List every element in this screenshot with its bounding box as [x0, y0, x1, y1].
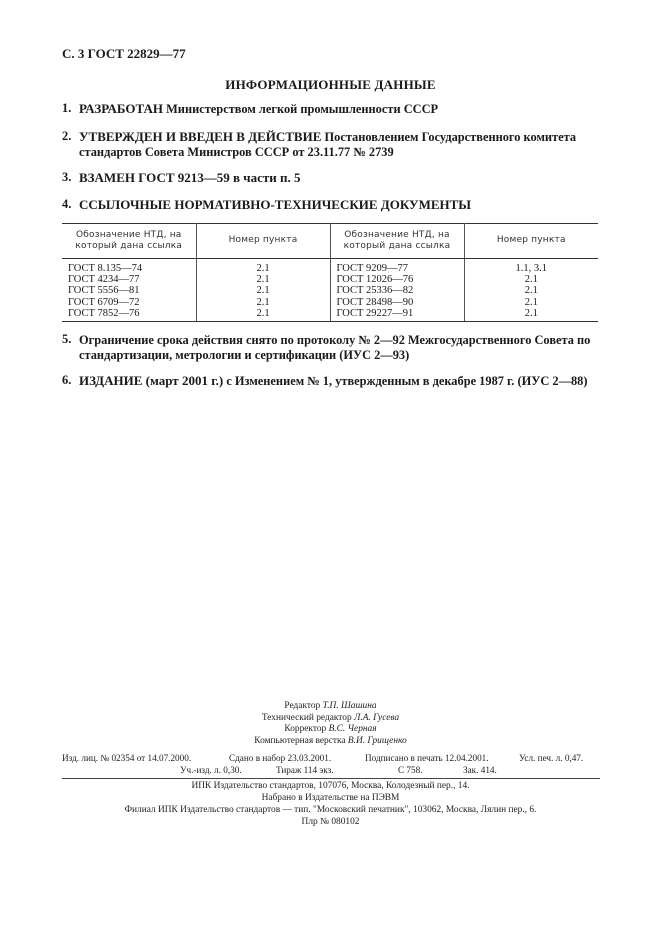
- section-title: ИНФОРМАЦИОННЫЕ ДАННЫЕ: [225, 77, 436, 92]
- imprint-divider: [62, 778, 600, 779]
- imprint-branch: Филиал ИПК Издательство стандартов — тип. "Московский печатник", 103062, Москва, Лялин пер., 6.: [124, 805, 537, 815]
- credit-label: Компьютерная верстка: [254, 736, 348, 746]
- clause-cell: 2.1: [524, 274, 538, 286]
- doc-cell: ГОСТ 6709—72: [62, 297, 196, 308]
- clause-cell: 2.1: [524, 296, 538, 308]
- references-table: [62, 223, 598, 322]
- imprint-print-sheets: Усл. печ. л. 0,47.: [519, 753, 584, 763]
- clause-cell: 2.1: [464, 308, 598, 322]
- info-item-1: [62, 101, 600, 117]
- imprint-publisher: ИПК Издательство стандартов, 107076, Москва, Колодезный пер., 14.: [191, 781, 470, 791]
- item-number: 1.: [62, 101, 72, 115]
- item-heading: ИЗДАНИЕ (март 2001 г.): [79, 373, 224, 388]
- item-heading: УТВЕРЖДЕН И ВВЕДЕН В ДЕЙСТВИЕ: [79, 129, 322, 144]
- doc-cell: ГОСТ 7852—76: [62, 308, 196, 322]
- col-header-clause: Номер пункта: [196, 224, 330, 259]
- info-item-5: [62, 332, 600, 363]
- table-row: [62, 308, 598, 322]
- clause-cell: 2.1: [196, 297, 330, 308]
- doc-cell: ГОСТ 9209—77: [330, 259, 464, 275]
- info-item-3: [62, 170, 600, 186]
- credit-name: Л.А. Гусева: [354, 713, 400, 723]
- credit-name: В.И. Грищенко: [347, 736, 407, 746]
- credit-tech-editor: [0, 713, 661, 723]
- item-text: Министерством легкой промышленности СССР: [163, 102, 439, 116]
- item-number: 2.: [62, 129, 72, 143]
- info-item-4: [62, 197, 600, 213]
- page-header: С. 3 ГОСТ 22829—77: [62, 46, 186, 61]
- item-heading: РАЗРАБОТАН: [79, 101, 164, 116]
- credit-name: В.С. Черная: [328, 724, 377, 734]
- item-number: 3.: [62, 170, 72, 184]
- clause-cell: 1.1, 3.1: [515, 263, 547, 274]
- imprint-code: С 758.: [398, 765, 423, 775]
- clause-cell: 2.1: [196, 274, 330, 285]
- item-text: Ограничение срока действия снято по протоколу № 2—92 Межгосударственного Совета по стандартизации, метрологии и сертификации (ИУС 2—93): [79, 333, 591, 362]
- doc-cell: ГОСТ 28498—90: [330, 297, 464, 308]
- doc-cell: ГОСТ 5556—81: [62, 285, 196, 296]
- item-number: 5.: [62, 332, 72, 346]
- credit-layout: [0, 736, 661, 746]
- imprint-order: Зак. 414.: [463, 765, 497, 775]
- credit-corrector: [0, 724, 661, 734]
- clause-cell: 2.1: [524, 285, 538, 297]
- clause-cell: 2.1: [196, 259, 330, 275]
- info-item-2: [62, 129, 600, 160]
- col-header-doc: Обозначение НТД, на который дана ссылка: [330, 224, 464, 259]
- imprint-plr: Плр № 080102: [301, 817, 360, 827]
- credit-label: Корректор: [284, 724, 329, 734]
- credit-label: Технический редактор: [261, 713, 355, 723]
- item-text: с Изменением № 1, утвержденным в декабре 1987 г. (ИУС 2—88): [223, 374, 588, 388]
- doc-cell: ГОСТ 25336—82: [330, 285, 464, 296]
- imprint-circulation: Тираж 114 экз.: [276, 765, 334, 775]
- item-number: 6.: [62, 373, 72, 387]
- col-header-clause: Номер пункта: [464, 224, 598, 259]
- doc-cell: ГОСТ 29227—91: [330, 308, 464, 322]
- imprint-print-date: Подписано в печать 12.04.2001.: [365, 753, 489, 763]
- doc-cell: ГОСТ 8.135—74: [62, 259, 196, 275]
- table-header-row: [62, 224, 598, 259]
- doc-cell: ГОСТ 12026—76: [330, 274, 464, 285]
- imprint-typeset-date: Сдано в набор 23.03.2001.: [229, 753, 332, 763]
- table-row: [62, 274, 598, 285]
- item-heading: ССЫЛОЧНЫЕ НОРМАТИВНО-ТЕХНИЧЕСКИЕ ДОКУМЕНТЫ: [79, 197, 472, 212]
- item-text: Постановлением Государственного комитета стандартов Совета Министров СССР от 23.11.77 № 2739: [79, 130, 577, 159]
- credit-editor: [0, 701, 661, 711]
- imprint-pub-sheets: Уч.-изд. л. 0,30.: [180, 765, 242, 775]
- item-number: 4.: [62, 197, 72, 211]
- credit-label: Редактор: [284, 701, 323, 711]
- clause-cell: 2.1: [196, 308, 330, 322]
- info-item-6: [62, 373, 600, 389]
- table-row: [62, 259, 598, 275]
- credit-name: Т.П. Шашина: [322, 701, 377, 711]
- table-row: [62, 297, 598, 308]
- imprint-license: Изд. лиц. № 02354 от 14.07.2000.: [62, 753, 192, 763]
- item-heading: ВЗАМЕН ГОСТ 9213—59 в части п. 5: [79, 170, 301, 185]
- clause-cell: 2.1: [196, 285, 330, 296]
- imprint-typeset: Набрано в Издательстве на ПЭВМ: [261, 793, 400, 803]
- doc-cell: ГОСТ 4234—77: [62, 274, 196, 285]
- table-row: [62, 285, 598, 296]
- col-header-doc: Обозначение НТД, на который дана ссылка: [62, 224, 196, 259]
